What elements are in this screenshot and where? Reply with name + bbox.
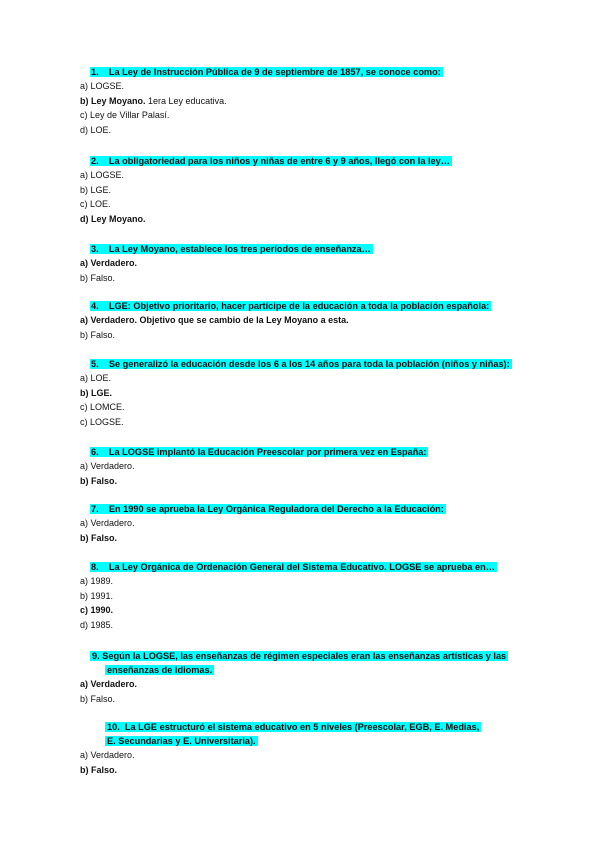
option-a: a) 1989. [80, 576, 114, 586]
question-title: 5. Se generalizó la educación desde los 6 a los 14 años para toda la población (niños y niñas): [91, 359, 510, 369]
option-b: b) 1991. [80, 590, 114, 601]
option-a: a) Verdadero. [80, 518, 135, 528]
question-title: 3. La Ley Moyano, establece los tres períodos de enseñanza… [91, 244, 371, 254]
question-5 [80, 358, 530, 429]
option-b: b) Falso. [80, 475, 118, 486]
option-b: b) Ley Moyano. 1era Ley educativa. [80, 95, 227, 106]
option-b: b) Falso. [80, 764, 118, 775]
option-b: b) Falso. [80, 329, 116, 340]
option-c: c) LOMCE. [80, 402, 125, 413]
option-c: c) Ley de Villar Palasí. [80, 110, 170, 121]
question-title: 4. LGE: Objetivo prioritario, hacer partícipe de la educación a toda la población española: [91, 301, 490, 311]
question-10 [80, 721, 530, 777]
option-a: a) Verdadero. [80, 750, 135, 760]
question-4 [80, 300, 530, 342]
option-b: b) LGE. [80, 184, 112, 195]
option-a: a) LOGSE. [80, 81, 125, 91]
question-title: 9. Según la LOGSE, las enseñanzas de régimen especiales eran las enseñanzas artísticas y las enseñanzas de idiomas. [92, 651, 507, 675]
question-9 [80, 650, 530, 706]
question-3 [80, 243, 530, 285]
option-b: b) LGE. [80, 387, 113, 398]
option-a: a) Verdadero. Objetivo que se cambio de la Ley Moyano a esta. [80, 315, 349, 325]
option-d: d) Ley Moyano. [80, 213, 146, 224]
question-title: 1. La Ley de Instrucción Pública de 9 de septiembre de 1857, se conoce como: [91, 67, 441, 77]
option-b: b) Falso. [80, 693, 116, 704]
option-c: c) 1990. [80, 605, 114, 616]
option-a: a) LOGSE. [80, 170, 125, 180]
option-c-2: c) LOGSE. [80, 416, 124, 427]
question-6 [80, 446, 530, 488]
question-7 [80, 503, 530, 545]
option-a: a) Verdadero. [80, 258, 138, 268]
option-a: a) LOE. [80, 373, 112, 383]
question-title: 7. En 1990 se aprueba la Ley Orgánica Reguladora del Derecho a la Educación: [91, 504, 444, 514]
question-title: 10. La LGE estructuró el sistema educativo en 5 niveles (Preescolar, EGB, E. Medias, E. Secundarias y E. Universitaria). [107, 722, 480, 746]
option-b: b) Falso. [80, 532, 118, 543]
question-1 [80, 66, 530, 137]
question-title: 8. La Ley Orgánica de Ordenación General del Sistema Educativo. LOGSE se aprueba en… [91, 562, 495, 572]
question-title: 6. La LOGSE implantó la Educación Preescolar por primera vez en España: [91, 447, 427, 457]
question-2 [80, 155, 530, 226]
option-b: b) Falso. [80, 272, 116, 283]
option-d: d) 1985. [80, 619, 114, 630]
question-title: 2. La obligatoriedad para los niños y niñas de entre 6 y 9 años, llegó con la ley… [91, 156, 450, 166]
option-a: a) Verdadero. [80, 461, 135, 471]
question-8 [80, 561, 530, 632]
option-c: c) LOE. [80, 199, 111, 210]
option-d: d) LOE. [80, 124, 112, 135]
option-a: a) Verdadero. [80, 679, 138, 689]
